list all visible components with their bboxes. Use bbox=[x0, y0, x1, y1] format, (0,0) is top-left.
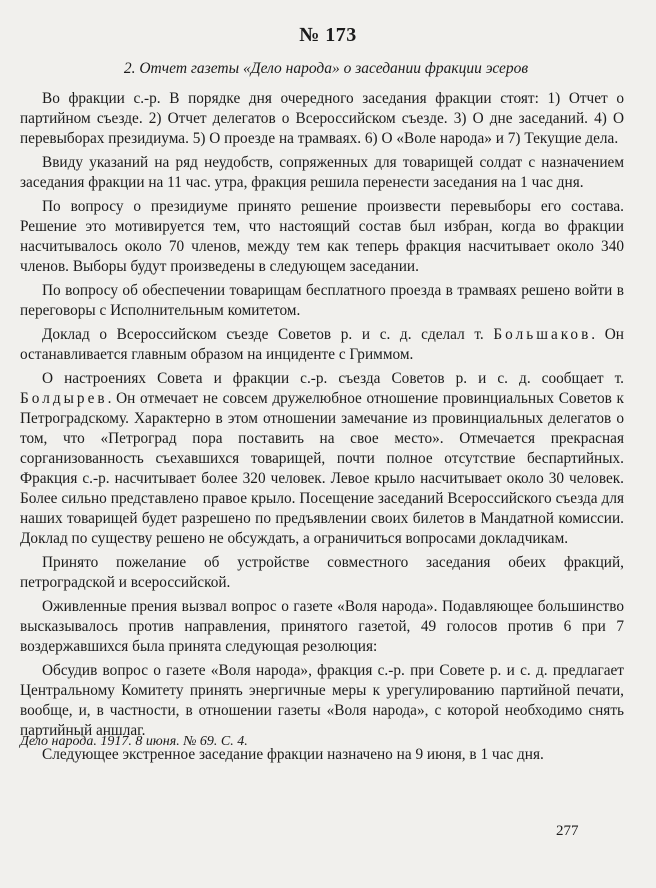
paragraph: Оживленные прения вызвал вопрос о газете «Воля народа». Подавляющее большинство высказывалось против направления, принятого газетой, 49 голосов против 6 при 7 воздержавшихся была принята следующая резолюция: bbox=[20, 598, 624, 655]
paragraph-text: . Он отмечает не совсем дружелюбное отношение провинциальных Советов к Петроградскому. Характерно в этом отношении замечание из провинциальных делегатов о том, что «Петроград пора поставить на свое место». Отмечается прекрасная сорганизованность съехавшихся товарищей, почти полное отсутствие беспартийных. Фракция с.-р. насчитывает более 320 человек. Левое крыло насчитывает около 30 человек. Более сильно представлено правое крыло. Посещение заседаний Всероссийского съезда для наших товарищей будет разрешено по предъявлении своих билетов в Мандатной комиссии. Доклад по существу решено не обсуждать, а ограничиться вопросами докладчикам. bbox=[20, 390, 624, 547]
document-title: 2. Отчет газеты «Дело народа» о заседании фракции эсеров bbox=[123, 60, 529, 77]
paragraph: Следующее экстренное заседание фракции назначено на 9 июня, в 1 час дня. bbox=[42, 746, 544, 763]
paragraph: Во фракции с.-р. В порядке дня очередного заседания фракции стоят: 1) Отчет о партийном съезде. 2) Отчет делегатов о Всероссийском съезде. 3) О дне заседаний. 4) О перевыборах президиума. 5) О проезде на трамваях. 6) О «Воле народа» и 7) Текущие дела. bbox=[20, 90, 624, 147]
paragraph: Обсудив вопрос о газете «Воля народа», фракция с.-р. при Совете р. и с. д. предлагает Центральному Комитету принять энергичные меры к урегулированию партийной печати, вообще, и, в частности, в отношении газеты «Воля народа», с которой необходимо снять партийный аншлаг. bbox=[20, 662, 624, 739]
paragraph: Ввиду указаний на ряд неудобств, сопряженных для товарищей солдат с назначением заседания фракции на 11 час. утра, фракция решила перенести заседания на 1 час дня. bbox=[20, 154, 624, 191]
paragraph: По вопросу о президиуме принято решение произвести перевыборы его состава. Решение это мотивируется тем, что настоящий состав был избран, когда во фракции насчитывалось около 70 членов, между тем как теперь фракция насчитывает около 340 членов. Выборы будут произведены в следующем заседании. bbox=[20, 198, 624, 275]
paragraph bbox=[20, 325, 624, 365]
speaker-name: Болдырев bbox=[20, 390, 108, 407]
paragraph: Принято пожелание об устройстве совместного заседания обеих фракций, петроградской и всероссийской. bbox=[20, 554, 624, 591]
document-body bbox=[20, 89, 624, 765]
paragraph: По вопросу об обеспечении товарищам бесплатного проезда в трамваях решено войти в переговоры с Исполнительным комитетом. bbox=[20, 282, 624, 319]
paragraph bbox=[20, 369, 624, 549]
paragraph-text: Доклад о Всероссийском съезде Советов р. и с. д. сделал т. bbox=[42, 326, 494, 343]
paragraph-text: О настроениях Совета и фракции с.-р. съезда Советов р. и с. д. сообщает т. bbox=[42, 370, 624, 387]
document-number: № 173 bbox=[299, 24, 357, 46]
paragraph-text: . Он останавливается главным образом на инциденте с Гриммом. bbox=[20, 326, 624, 363]
page-number: 277 bbox=[556, 823, 579, 839]
source-citation: Дело народа. 1917. 8 июня. № 69. С. 4. bbox=[20, 734, 248, 749]
speaker-name: Большаков bbox=[493, 326, 592, 343]
